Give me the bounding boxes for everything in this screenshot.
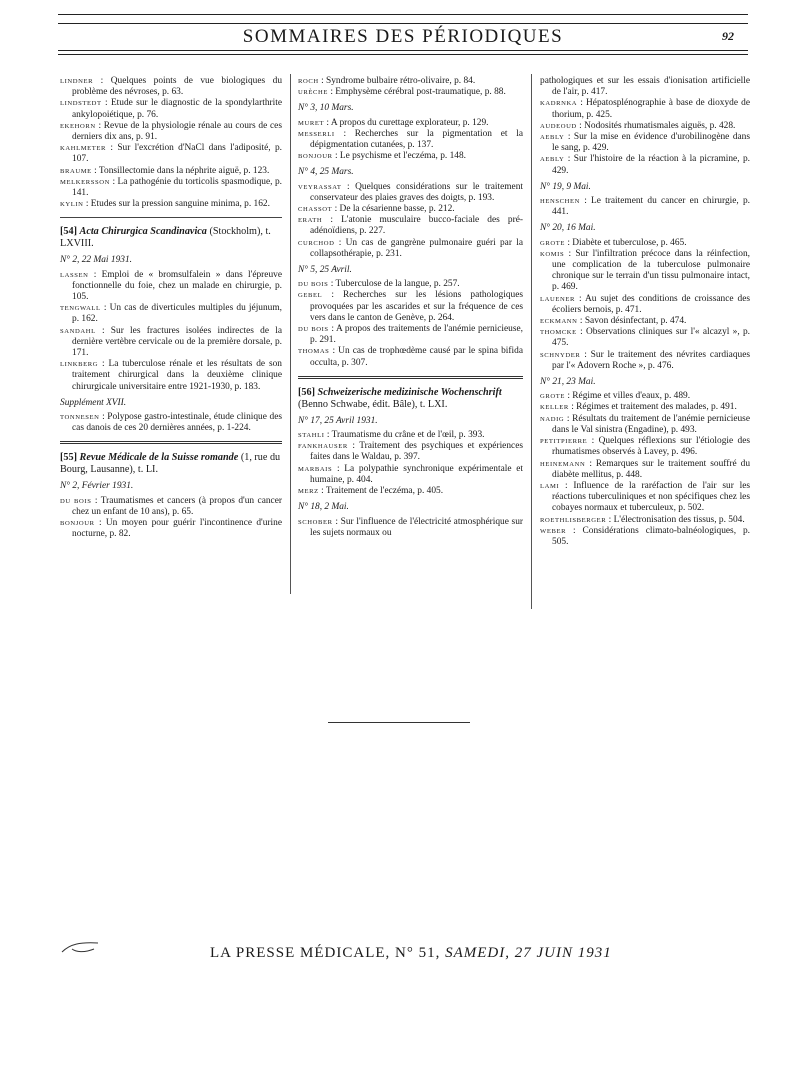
article-entry — [298, 486, 523, 497]
article-author: BRAUME — [60, 167, 92, 175]
article-author: STAHLI — [298, 432, 325, 440]
article-author: GROTE — [540, 239, 565, 247]
article-author: SANDAHL — [60, 327, 96, 335]
article-author: AEBLY — [540, 134, 565, 142]
footer-date: SAMEDI, 27 JUIN 1931 — [445, 945, 612, 961]
article-title: : Régime et villes d'eaux, p. 489. — [567, 391, 691, 402]
article-entry — [540, 327, 751, 349]
article-title: : Un moyen pour guérir l'incontinence d'urine nocturne, p. 82. — [72, 518, 282, 540]
article-entry — [298, 204, 523, 215]
article-entry — [540, 349, 750, 372]
article-title: : Sur la mise en évidence d'urobilinogène dans le sang, p. 429. — [552, 132, 750, 154]
article-author: CURCHOD — [298, 239, 335, 247]
article-title: : Etudes sur la pression sanguine minima, p. 162. — [85, 199, 270, 210]
article-author: NADIG — [540, 415, 565, 423]
journal-number: [56] — [298, 386, 315, 398]
issue-heading: N° 2, 22 Mai 1931. — [60, 255, 132, 266]
article-author: SCHOBER — [298, 518, 333, 526]
entries-list — [298, 517, 523, 539]
article-title: : Influence de la raréfaction de l'air sur les réactions tuberculiniques et non spécifiques chez les cobayes normaux et tuberculeux, p. 502. — [552, 480, 750, 514]
article-title: : Syndrome bulbaire rétro-olivaire, p. 84. — [321, 76, 476, 86]
issue-heading: N° 21, 23 Mai. — [540, 377, 596, 388]
column-2 — [298, 76, 523, 539]
article-title: : Un cas de trophœdème causé par le spina bifida occulta, p. 307. — [310, 346, 523, 368]
header-rule-top — [58, 23, 748, 24]
article-entry — [298, 76, 523, 87]
article-title: : Polypose gastro-intestinale, étude clinique des cas danois de ces 20 dernières années, p. 1-224. — [72, 412, 283, 434]
issue-heading: Supplément XVII. — [60, 397, 127, 408]
footer-publication: LA PRESSE MÉDICALE, N° 51, — [210, 945, 441, 961]
article-entry — [60, 495, 283, 518]
article-entry — [540, 154, 750, 176]
article-title: : Observations cliniques sur l'« alcazyl », p. 475. — [552, 327, 751, 349]
article-title: : L'électronisation des tissus, p. 504. — [608, 514, 745, 525]
article-title: : Diabète et tuberculose, p. 465. — [567, 237, 687, 248]
article-author: VEYRASSAT — [298, 183, 342, 191]
entries-top — [60, 76, 282, 210]
article-title: : Régimes et traitement des malades, p. 491. — [571, 402, 737, 413]
entries-list — [60, 496, 282, 541]
article-title: : A propos des traitements de l'anémie pernicieuse, p. 291. — [310, 324, 523, 346]
article-entry — [298, 181, 523, 204]
header-rule-bottom-2 — [58, 54, 748, 55]
article-entry — [540, 98, 751, 120]
article-title: : A propos du curettage explorateur, p. 129. — [326, 117, 489, 128]
column-divider-2 — [531, 74, 532, 609]
article-author: MURET — [298, 119, 325, 127]
article-title: : Un cas de gangrène pulmonaire guéri par la collapsothérapie, p. 231. — [310, 237, 524, 259]
issue-heading: N° 3, 10 Mars. — [298, 103, 354, 114]
journal-details: (Stockholm), t. LXVIII. — [60, 226, 271, 250]
article-author: LINKBERG — [60, 361, 99, 369]
article-entry — [540, 413, 750, 436]
issue-heading: N° 19, 9 Mai. — [540, 181, 591, 192]
article-author: MARBAIS — [298, 465, 333, 473]
article-title: : Quelques considérations sur le traitement conservateur des plaies graves des doigts, p. 193. — [310, 181, 523, 203]
entries-list — [60, 412, 282, 434]
article-title: : Savon désinfectant, p. 474. — [579, 316, 687, 327]
article-title: : Revue de la physiologie rénale au cours de ces derniers dix ans, p. 91. — [72, 120, 282, 143]
article-title: : La polypathie synchronique expérimentale et humaine, p. 404. — [310, 463, 523, 485]
continued-text: pathologiques et sur les essais d'ionisation artificielle de l'air, p. 417. — [540, 76, 750, 98]
article-author: KOMIS — [540, 250, 565, 258]
article-entry — [60, 412, 283, 434]
article-entry — [60, 120, 282, 143]
article-author: TENGWALL — [60, 305, 101, 313]
issue-heading: N° 4, 25 Mars. — [298, 167, 354, 178]
article-title: : Emploi de « bromsulfalein » dans l'épreuve fonctionnelle du foie, chez un malade en chirurgie, p. 105. — [72, 269, 282, 303]
article-title: : Traumatisme du crâne et de l'œil, p. 393. — [326, 430, 485, 441]
top-rule — [58, 14, 748, 15]
issue-heading: N° 2, Février 1931. — [60, 481, 134, 492]
article-entry — [60, 325, 282, 360]
article-title: : Hépatosplénographie à base de dioxyde de thorium, p. 425. — [552, 98, 751, 120]
entries-list — [540, 238, 750, 372]
article-author: THOMAS — [298, 348, 330, 356]
article-author: LASSEN — [60, 271, 89, 279]
article-author: ECKMANN — [540, 318, 578, 326]
article-entry — [60, 176, 283, 199]
article-entry — [298, 463, 523, 486]
article-author: KADRNKA — [540, 100, 578, 108]
article-entry — [298, 128, 524, 151]
page-number: 92 — [722, 29, 734, 43]
article-entry — [298, 117, 523, 129]
article-author: GEBEL — [298, 292, 323, 300]
article-title: : Un cas de diverticules multiples du jéjunum, p. 162. — [72, 303, 282, 325]
article-entry — [298, 151, 523, 162]
article-author: AEBLY — [540, 156, 565, 164]
article-entry — [298, 215, 523, 237]
end-rule — [328, 722, 470, 723]
article-author: KYLIN — [60, 201, 84, 209]
article-entry — [60, 518, 282, 540]
article-author: ROETHLISBERGER — [540, 516, 607, 524]
entries-list — [60, 270, 282, 393]
article-entry — [540, 480, 750, 515]
entries-top — [540, 98, 750, 176]
journal-name: Schweizerische medizinische Wochenschrift — [317, 386, 502, 398]
journal-details: (1, rue du Bourg, Lausanne), t. LI. — [60, 452, 281, 476]
article-author: CHASSOT — [298, 206, 333, 214]
article-entry — [540, 514, 750, 526]
article-entry — [540, 458, 751, 481]
article-author: AUDEOUD — [540, 122, 577, 130]
journal-name: Revue Médicale de la Suisse romande — [79, 452, 239, 464]
article-author: WEBER — [540, 527, 567, 535]
entries-top — [298, 76, 523, 98]
article-title: : Tonsillectomie dans la néphrite aiguë, p. 123. — [94, 165, 270, 176]
article-title: : Sur l'excrétion d'NaCl dans l'adiposité, p. 107. — [72, 143, 282, 165]
article-entry — [60, 98, 282, 120]
article-author: DU BOIS — [298, 281, 329, 289]
article-entry — [60, 76, 283, 98]
journal-details: (Benno Schwabe, édit. Bâle), t. LXI. — [298, 398, 448, 410]
column-1 — [60, 76, 282, 541]
column-divider-1 — [290, 74, 291, 594]
article-title: : Sur le traitement des névrites cardiaques par l'« Adovern Roche », p. 476. — [552, 349, 750, 371]
article-entry — [540, 436, 751, 458]
article-entry — [298, 237, 524, 260]
issue-heading: N° 17, 25 Avril 1931. — [298, 415, 378, 426]
article-title: : Le psychisme et l'eczéma, p. 148. — [334, 151, 467, 162]
article-title: : Remarques sur le traitement souffré du diabète mellitus, p. 448. — [552, 458, 751, 480]
article-entry — [60, 269, 282, 304]
article-author: THOMCKE — [540, 329, 577, 337]
article-author: LAUENER — [540, 295, 575, 303]
article-entry — [298, 279, 523, 290]
article-entry — [60, 199, 282, 210]
article-title: : Emphysème cérébral post-traumatique, p. 88. — [330, 87, 506, 98]
article-entry — [540, 316, 750, 327]
article-title: : Quelques réflexions sur l'étiologie des rhumatismes observés à Lavey, p. 496. — [552, 436, 751, 458]
article-author: KAHLMETER — [60, 145, 107, 153]
article-entry — [540, 391, 750, 402]
page-title: SOMMAIRES DES PÉRIODIQUES — [242, 26, 564, 47]
article-entry — [60, 143, 282, 165]
article-author: MELKERSSON — [60, 178, 110, 186]
article-author: LINDSTEDT — [60, 100, 102, 108]
journal-number: [54] — [60, 226, 77, 238]
article-author: HENSCHEN — [540, 198, 580, 206]
journal-separator — [60, 217, 282, 218]
article-title: : Recherches sur la pigmentation et la dépigmentation cutanées, p. 137. — [310, 128, 524, 151]
article-entry — [298, 441, 524, 463]
article-entry — [540, 248, 751, 294]
article-author: DU BOIS — [60, 497, 92, 505]
article-title: : Quelques points de vue biologiques du problème des névroses, p. 63. — [72, 76, 283, 98]
article-author: GROTE — [540, 393, 565, 401]
article-entry — [540, 196, 751, 218]
article-title: : Traitement de l'eczéma, p. 405. — [321, 486, 444, 497]
article-title: : Etude sur le diagnostic de la spondylarthrite ankylopoiétique, p. 76. — [72, 98, 282, 120]
journal-heading-56 — [298, 387, 523, 411]
article-entry — [540, 525, 750, 548]
article-author: BONJOUR — [298, 153, 333, 161]
issue-heading: N° 5, 25 Avril. — [298, 265, 352, 276]
article-title: : Sur l'infiltration précoce dans la réinfection, une complication de la tuberculose pulmonaire chronique sur le terrain d'un tissu pulmonaire intact, p. 469. — [552, 248, 751, 293]
entries-list — [540, 196, 750, 218]
journal-heading-55 — [60, 452, 282, 476]
article-title: : Résultats du traitement de l'anémie pernicieuse dans le Val sinistra (Engadine), p. 493. — [552, 413, 750, 435]
journal-name: Acta Chirurgica Scandinavica — [79, 226, 207, 238]
article-entry — [298, 290, 523, 324]
article-author: FANKHAUSER — [298, 443, 348, 451]
article-title: : Traumatismes et cancers (à propos d'un cancer chez un enfant de 10 ans), p. 65. — [72, 495, 283, 517]
article-title: : Sur l'histoire de la réaction à la picramine, p. 429. — [552, 154, 750, 176]
article-author: ERATH — [298, 217, 323, 225]
issue-heading: N° 18, 2 Mai. — [298, 502, 349, 513]
article-title: : Le traitement du cancer en chirurgie, p. 441. — [552, 196, 751, 218]
article-title: : Recherches sur les lésions pathologiques provoquées par les ascarides et sur la fréquence de ces vers dans le canton de Genève, p. 264. — [310, 290, 523, 323]
issue-heading: N° 20, 16 Mai. — [540, 223, 596, 234]
entries-list — [298, 279, 523, 369]
article-entry — [60, 165, 282, 177]
article-entry — [540, 402, 750, 413]
article-entry — [540, 132, 750, 154]
printer-mark-icon — [60, 940, 100, 956]
article-author: EKEHORN — [60, 122, 96, 130]
article-entry — [298, 430, 523, 441]
article-title: : Tuberculose de la langue, p. 257. — [330, 279, 460, 290]
article-entry — [298, 516, 524, 539]
article-title: : Sur l'influence de l'électricité atmosphérique sur les sujets normaux ou — [310, 516, 524, 538]
article-entry — [60, 303, 282, 325]
article-title: : Nodosités rhumatismales aiguës, p. 428. — [579, 120, 736, 131]
article-author: MERZ — [298, 488, 319, 496]
article-entry — [540, 293, 750, 316]
journal-separator — [60, 441, 282, 444]
article-title: : Traitement des psychiques et expériences faites dans le Waldau, p. 397. — [310, 441, 524, 463]
article-title: : La pathogénie du torticolis spasmodique, p. 141. — [72, 176, 283, 199]
article-author: SCHNYDER — [540, 351, 581, 359]
journal-separator — [298, 376, 523, 379]
article-author: LAMI — [540, 482, 560, 490]
journal-number: [55] — [60, 452, 77, 464]
article-author: LINDNER — [60, 78, 94, 85]
article-author: ROCH — [298, 78, 319, 85]
article-author: URÈCHE — [298, 89, 328, 97]
article-entry — [298, 346, 523, 368]
article-entry — [298, 87, 523, 98]
article-entry — [60, 359, 282, 393]
header-rule-bottom — [58, 50, 748, 51]
footer — [210, 945, 610, 962]
column-3 — [540, 76, 750, 548]
article-title: : Au sujet des conditions de croissance des écoliers bernois, p. 471. — [552, 293, 750, 315]
article-author: MESSERLI — [298, 130, 335, 138]
article-title: : L'atonie musculaire bucco-faciale des pré-adénoïdiens, p. 227. — [310, 215, 523, 237]
article-title: : La tuberculose rénale et les résultats de son traitement chirurgical dans la deuxième clinique chirurgicale universitaire entre 1921-1930, p. 183. — [72, 359, 282, 392]
entries-list — [298, 182, 523, 260]
entries-list — [298, 430, 523, 497]
article-author: BONJOUR — [60, 520, 95, 528]
article-title: : Sur les fractures isolées indirectes de la dernière vertèbre cervicale ou de la première dorsale, p. 171. — [72, 325, 282, 359]
article-entry — [540, 120, 750, 132]
article-author: HEINEMANN — [540, 460, 586, 468]
article-title: : De la césarienne basse, p. 212. — [334, 204, 455, 215]
article-entry — [540, 237, 750, 249]
entries-list — [298, 118, 523, 163]
article-author: KELLER — [540, 404, 569, 412]
journal-heading-54 — [60, 226, 282, 250]
entries-list — [540, 391, 750, 548]
article-author: TONNESEN — [60, 414, 100, 422]
article-title: : Considérations climato-balnéologiques, p. 505. — [552, 525, 750, 547]
article-author: DU BOIS — [298, 326, 329, 334]
article-entry — [298, 324, 523, 346]
article-author: PETITPIERRE — [540, 438, 588, 446]
